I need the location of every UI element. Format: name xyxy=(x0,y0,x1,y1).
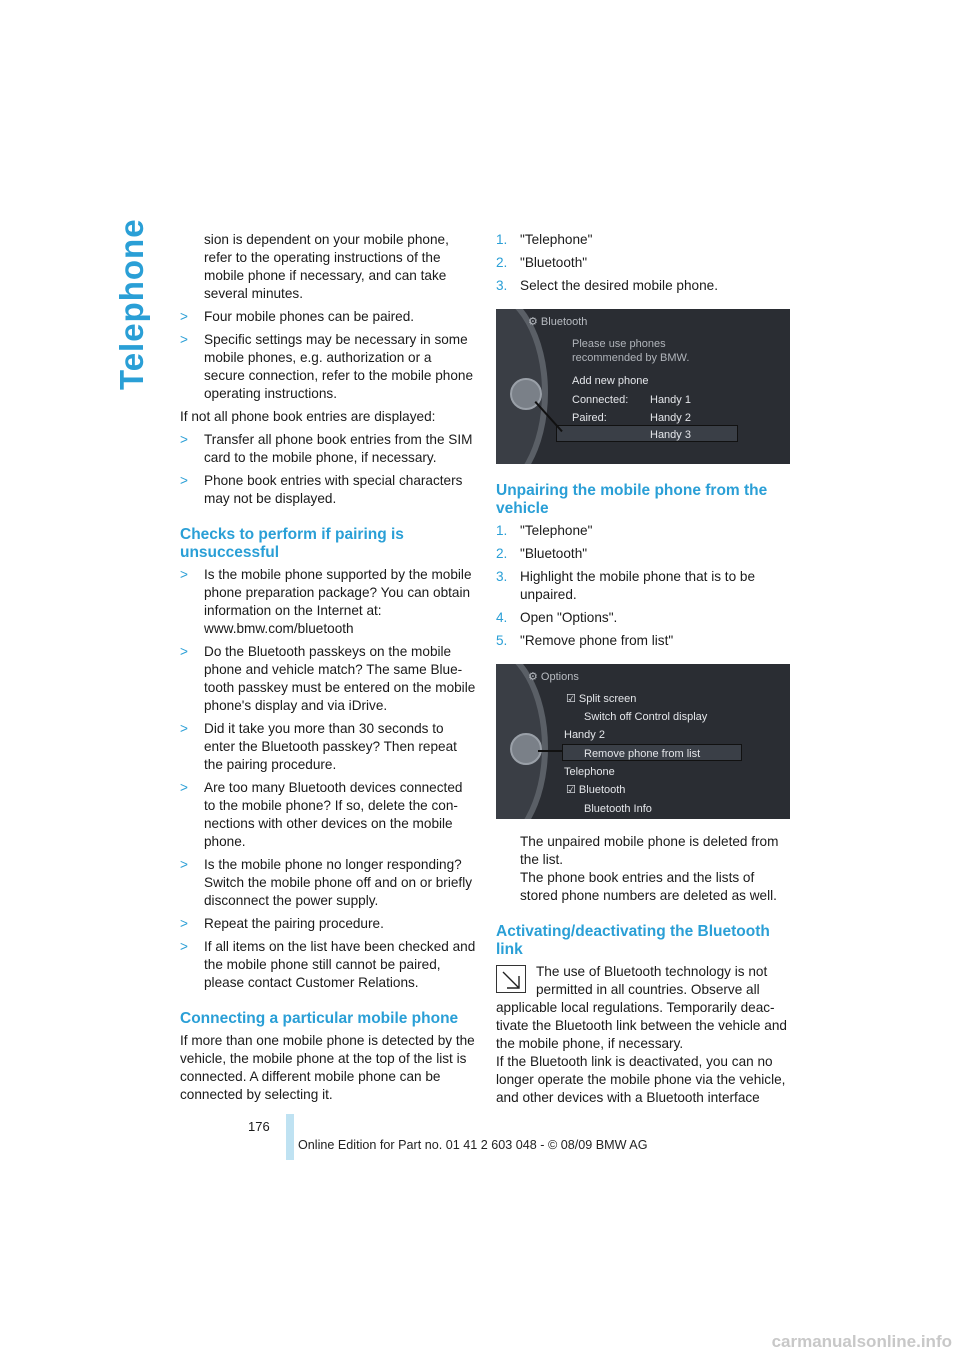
step-item: 4. Open "Options". xyxy=(496,610,618,625)
step-number: 2. xyxy=(496,546,508,561)
screen-menu-item: Bluetooth Info xyxy=(584,803,652,815)
step-number: 4. xyxy=(496,610,508,625)
heading-connect: Connecting a particular mobile phone xyxy=(180,1010,459,1027)
selection-highlight xyxy=(556,425,738,442)
step-item: 2. "Bluetooth" xyxy=(496,255,588,270)
screen-message: Please use phones xyxy=(572,338,666,350)
bullet-marker: > xyxy=(180,939,188,954)
watermark: carmanualsonline.info xyxy=(771,1332,952,1351)
step-number: 3. xyxy=(496,278,508,293)
screen-menu-item: Switch off Control display xyxy=(584,711,708,723)
paragraph: If more than one mobile phone is detected by the vehicle, the mobile phone at the top of the list is connected. A different mobile phone can be connected by selecting it. xyxy=(180,1033,475,1102)
footer-edition: Online Edition for Part no. 01 41 2 603 048 - © 08/09 BMW AG xyxy=(298,1138,648,1152)
paragraph: If not all phone book entries are displayed: xyxy=(180,409,436,424)
footer-bar xyxy=(286,1114,294,1160)
list-item: > Are too many Bluetooth devices connected to the mobile phone? If so, delete the con-nections with other devices on the mobile phone. xyxy=(180,780,463,849)
heading-activate: Activating/deactivating the Bluetooth link xyxy=(496,923,770,958)
bullet-marker: > xyxy=(180,780,188,795)
note-block xyxy=(496,963,792,1053)
bullet-marker: > xyxy=(180,857,188,872)
step-number: 3. xyxy=(496,569,508,584)
screen-connected-value: Handy 1 xyxy=(650,394,691,406)
list-item: > Is the mobile phone no longer responding? Switch the mobile phone off and on or briefly disconnect the power supply. xyxy=(180,857,473,908)
continued-paragraph: sion is dependent on your mobile phone, refer to the operating instructions of the mobile phone if necessary, and can take several minutes. xyxy=(204,232,449,301)
screen-selected-phone: Handy 3 xyxy=(650,429,691,441)
step-item: 1. "Telephone" xyxy=(496,232,593,247)
bullet-marker: > xyxy=(180,567,188,582)
step-number: 2. xyxy=(496,255,508,270)
screen-add-phone: Add new phone xyxy=(572,375,649,387)
screen-message: recommended by BMW. xyxy=(572,352,690,364)
bullet-marker: > xyxy=(180,721,188,736)
list-item: > Specific settings may be necessary in some mobile phones, e.g. authorization or a secure connection, refer to the mobile phone operating instructions. xyxy=(180,332,474,401)
step-number: 5. xyxy=(496,633,508,648)
section-title: Telephone xyxy=(113,218,150,390)
list-item: > Transfer all phone book entries from the SIM card to the mobile phone, if necessary. xyxy=(180,432,473,465)
step-item: 5. "Remove phone from list" xyxy=(496,633,674,648)
screen-connected-label: Connected: xyxy=(572,394,629,406)
right-column xyxy=(496,231,792,1112)
paragraph: If the Bluetooth link is deactivated, you can no longer operate the mobile phone via the vehicle, and other devices with a Bluetooth interface xyxy=(496,1054,786,1105)
bullet-marker: > xyxy=(180,432,188,447)
step-number: 1. xyxy=(496,523,508,538)
controller-knob-icon xyxy=(510,733,542,765)
bullet-marker: > xyxy=(180,473,188,488)
step-item: 2. "Bluetooth" xyxy=(496,546,588,561)
list-item: > Repeat the pairing procedure. xyxy=(180,916,384,931)
paragraph: The phone book entries and the lists of stored phone numbers are deleted as well. xyxy=(520,870,777,903)
list-item: > Is the mobile phone supported by the mobile phone preparation package? You can obtain information on the Internet at: www.bmw.com/bluetooth xyxy=(180,567,472,636)
note-text: The use of Bluetooth technology is not permitted in all countries. Observe all applicable local regulations. Temporarily deac-tivate the Bluetooth link between the vehicle and the mobile phone, if necessary. xyxy=(496,964,787,1051)
screen-menu-item: ☑ Bluetooth xyxy=(566,784,626,796)
left-column xyxy=(180,231,476,1109)
screen-title: ⚙ Options xyxy=(528,671,579,683)
bullet-marker: > xyxy=(180,309,188,324)
heading-unpair: Unpairing the mobile phone from the vehicle xyxy=(496,482,768,517)
screen-menu-item: ☑ Split screen xyxy=(566,693,637,705)
screen-menu-header: Telephone xyxy=(564,766,615,778)
list-item: > Do the Bluetooth passkeys on the mobile phone and vehicle match? The same Blue-tooth passkey must be entered on the mobile phone's display and via iDrive. xyxy=(180,644,476,713)
paragraph: The unpaired mobile phone is deleted from the list. xyxy=(520,834,779,867)
screen-menu-item-selected: Remove phone from list xyxy=(584,748,701,760)
list-item: > Four mobile phones can be paired. xyxy=(180,309,415,324)
step-item: 1. "Telephone" xyxy=(496,523,593,538)
list-item: > Did it take you more than 30 seconds to enter the Bluetooth passkey? Then repeat the pairing procedure. xyxy=(180,721,457,772)
options-screen-image xyxy=(496,664,790,819)
bluetooth-screen-image xyxy=(496,309,790,464)
bullet-marker: > xyxy=(180,332,188,347)
page-number: 176 xyxy=(248,1119,270,1134)
pointer-line xyxy=(538,750,562,752)
heading-checks: Checks to perform if pairing is unsuccessful xyxy=(180,526,404,561)
step-item: 3. Highlight the mobile phone that is to be unpaired. xyxy=(496,569,756,602)
screen-paired-label: Paired: xyxy=(572,412,607,424)
screen-paired-value: Handy 2 xyxy=(650,412,691,424)
screen-title: ⚙ Bluetooth xyxy=(528,316,588,328)
screen-menu-header: Handy 2 xyxy=(564,729,605,741)
step-number: 1. xyxy=(496,232,508,247)
section-tab xyxy=(112,218,152,390)
list-item: > If all items on the list have been checked and the mobile phone still cannot be paired, please contact Customer Relations. xyxy=(180,939,476,990)
bullet-marker: > xyxy=(180,644,188,659)
note-arrow-icon xyxy=(496,965,526,993)
bullet-marker: > xyxy=(180,916,188,931)
list-item: > Phone book entries with special characters may not be displayed. xyxy=(180,473,463,506)
step-item: 3. Select the desired mobile phone. xyxy=(496,278,718,293)
